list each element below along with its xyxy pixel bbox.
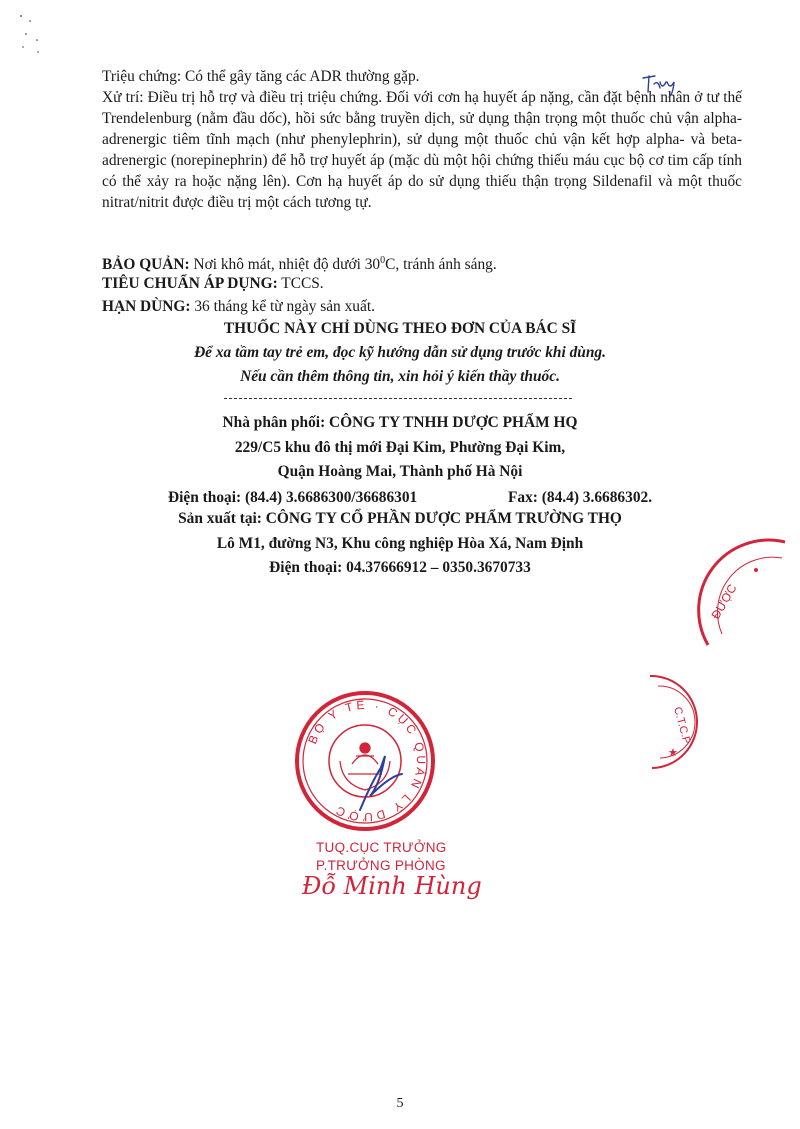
expiry-value: 36 tháng kể từ ngày sản xuất. (190, 298, 375, 315)
handwritten-note-text: Thuy (640, 70, 643, 71)
signer-name: Đỗ Minh Hùng (302, 872, 482, 900)
distributor-name: Nhà phân phối: CÔNG TY TNHH DƯỢC PHẨM HQ (222, 414, 578, 431)
treatment-paragraph: Xử trí: Điều trị hỗ trợ và điều trị triệu chứng. Đối với cơn hạ huyết áp nặng, cần đặt bệnh nhân ở tư thế Trendelenburg (nằm đầu dốc), hồi sức bằng truyền dịch, sử dụng thận trọng một thuốc chủ vận alpha-adrenergic tiêm tĩnh mạch (như phenylephrin), sử dụng một thuốc chủ vận kết hợp alpha- và beta-adrenergic (norepinephrin) để hỗ trợ huyết áp (mặc dù một hội chứng thiếu máu cục bộ cơ tim cấp tính có thể xảy ra hoặc nặng lên). Cơn hạ huyết áp do sử dụng thiếu thận trọng Sildenafil và một thuốc nitrat/nitrit được điều trị một cách tương tự. (102, 89, 742, 211)
svg-text:★: ★ (668, 747, 678, 759)
standard-label: TIÊU CHUẨN ÁP DỤNG: (102, 275, 278, 292)
storage-line (102, 250, 742, 275)
signer-title-1: TUQ.CỤC TRƯỞNG (316, 840, 447, 855)
side-seal-top (690, 530, 800, 670)
distributor-contact (168, 487, 688, 508)
storage-sup: 0 (380, 255, 386, 266)
prescription-notice: THUỐC NÀY CHỈ DÙNG THEO ĐƠN CỦA BÁC SĨ (223, 320, 577, 337)
svg-text:BỘ Y TẾ · CỤC QUẢN LÝ DƯỢC (305, 697, 428, 824)
distributor-address-1: 229/C5 khu đô thị mới Đại Kim, Phường Đại Kim, (234, 439, 566, 456)
manufacturer-name: Sản xuất tại: CÔNG TY CỔ PHẦN DƯỢC PHẨM TRƯỜNG THỌ (178, 510, 622, 527)
standard-value: TCCS. (277, 275, 324, 292)
keep-away-notice: Để xa tầm tay trẻ em, đọc kỹ hướng dẫn sử dụng trước khi dùng. (194, 344, 606, 361)
manufacturer-address: Lô M1, đường N3, Khu công nghiệp Hòa Xá, Nam Định (216, 535, 584, 552)
side-seal-bottom (640, 668, 700, 778)
distributor-fax: Fax: (84.4) 3.6686302. (508, 489, 653, 506)
official-seal (290, 686, 440, 836)
storage-label: BẢO QUẢN: (102, 256, 190, 274)
handwritten-note (640, 70, 690, 98)
signer-title-2: P.TRƯỞNG PHÒNG (316, 858, 446, 873)
expiry-line (102, 296, 742, 317)
side-seal-bottom-text: C.T.C.P (671, 705, 693, 746)
storage-value-b: C, tránh ánh sáng. (385, 256, 497, 274)
page-number: 5 (396, 1096, 404, 1111)
side-seal-top-text: ĐƯỢC (708, 581, 740, 622)
expiry-label: HẠN DÙNG: (102, 298, 191, 315)
consult-notice: Nếu cần thêm thông tin, xin hỏi ý kiến thầy thuốc. (240, 368, 560, 385)
scan-specks (18, 12, 58, 62)
distributor-phone: Điện thoại: (84.4) 3.6686300/36686301 (168, 489, 418, 506)
manufacturer-phone: Điện thoại: 04.37666912 – 0350.3670733 (269, 559, 531, 576)
storage-value-a: Nơi khô mát, nhiệt độ dưới 30 (189, 256, 381, 274)
standard-line (102, 273, 742, 294)
distributor-address-2: Quận Hoàng Mai, Thành phố Hà Nội (277, 463, 523, 480)
divider (224, 398, 572, 399)
seal-text: BỘ Y TẾ · CỤC QUẢN LÝ DƯỢC (305, 697, 429, 825)
symptoms-text: Triệu chứng: Có thể gây tăng các ADR thường gặp. (102, 68, 420, 85)
